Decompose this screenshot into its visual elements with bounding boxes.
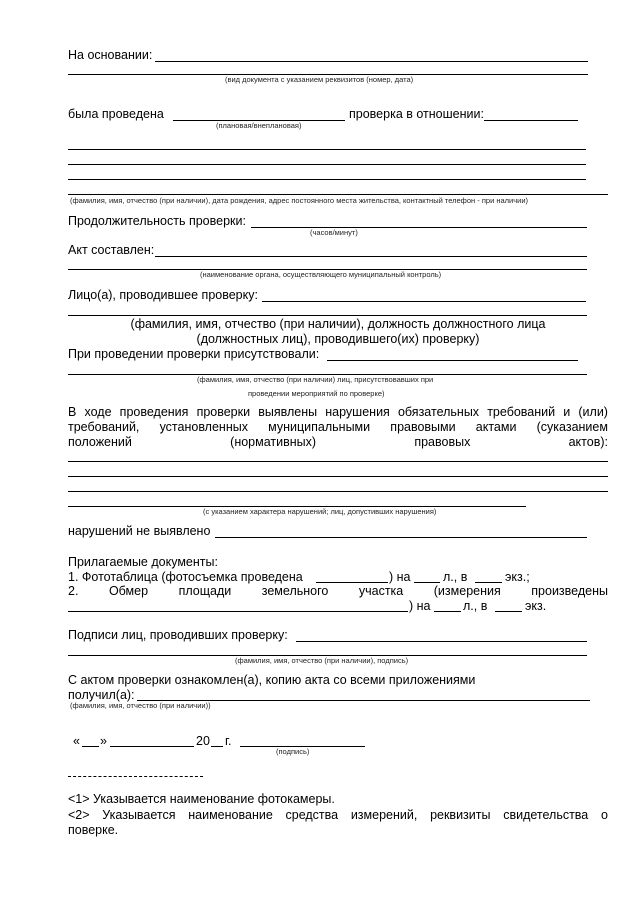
photo-date-field[interactable] <box>316 582 388 583</box>
inspector-hint-1: (фамилия, имя, отчество (при наличии), должность должностного лица <box>130 317 546 331</box>
date-year-prefix: 20 <box>196 734 210 748</box>
basis-field[interactable] <box>155 61 588 62</box>
attachment-item1-end: экз.; <box>505 570 530 584</box>
date-year-suffix: г. <box>225 734 232 748</box>
acquainted-line1: С актом проверки ознакомлен(а), копию акта со всеми приложениями <box>68 673 476 687</box>
subject-hint: (фамилия, имя, отчество (при наличии), дата рождения, адрес постоянного места жительства, контактный телефон - при наличии) <box>70 196 529 205</box>
attachment-item2-sheets-label: ) на <box>409 599 431 613</box>
attachment-item1: 1. Фототаблица (фотосъемка проведена <box>68 570 303 584</box>
signatures-field[interactable] <box>296 641 587 642</box>
sign-hint: (подпись) <box>276 747 310 756</box>
measurement-field[interactable] <box>68 611 408 612</box>
signatures-hint: (фамилия, имя, отчество (при наличии), подпись) <box>235 656 409 665</box>
attachment-item2-copies-label: л., в <box>463 599 488 613</box>
compiled-label: Акт составлен: <box>68 243 155 257</box>
date-open-quote: « <box>73 734 80 748</box>
basis-hint: (вид документа с указанием реквизитов (номер, дата) <box>225 75 414 84</box>
no-violations-label: нарушений не выявлено <box>68 524 211 538</box>
photo-sheets-field[interactable] <box>414 582 440 583</box>
conducted-type-hint: (плановая/внеплановая) <box>216 121 302 130</box>
inspector-field-line2[interactable] <box>68 315 587 316</box>
present-hint-1: (фамилия, имя, отчество (при наличии) лиц, присутствовавших при <box>197 375 434 384</box>
violations-line2: требований, установленных муниципальными правовыми актами (суказанием <box>68 420 608 434</box>
violations-field-line3[interactable] <box>68 491 608 492</box>
date-year-field[interactable] <box>211 746 223 747</box>
subject-field-line2[interactable] <box>68 164 586 165</box>
duration-field[interactable] <box>251 227 587 228</box>
subject-field-line1[interactable] <box>68 149 586 150</box>
acquainted-hint: (фамилия, имя, отчество (при наличии)) <box>70 701 211 710</box>
compiled-hint: (наименование органа, осуществляющего муниципальный контроль) <box>200 270 442 279</box>
violations-line1: В ходе проведения проверки выявлены нарушения обязательных требований и (или) <box>68 405 608 419</box>
violations-field-line2[interactable] <box>68 476 608 477</box>
measurement-sheets-field[interactable] <box>434 611 461 612</box>
footnote-1: <1> Указывается наименование фотокамеры. <box>68 792 335 806</box>
present-label: При проведении проверки присутствовали: <box>68 347 320 361</box>
attachment-item1-sheets-label: ) на <box>389 570 411 584</box>
inspector-field[interactable] <box>262 301 586 302</box>
date-close-quote: » <box>100 734 107 748</box>
violations-line3: положений (нормативных) правовых актов): <box>68 435 608 449</box>
conducted-target-field[interactable] <box>484 120 578 121</box>
photo-copies-field[interactable] <box>475 582 502 583</box>
footnote-2-line2: поверке. <box>68 823 119 837</box>
measurement-copies-field[interactable] <box>495 611 522 612</box>
present-hint-2: проведении мероприятий по проверке) <box>248 389 385 398</box>
attachment-item2-end: экз. <box>525 599 547 613</box>
subject-field-line4[interactable] <box>68 194 608 195</box>
conducted-label: была проведена <box>68 107 164 121</box>
date-month-field[interactable] <box>110 746 194 747</box>
signatures-label: Подписи лиц, проводивших проверку: <box>68 628 288 642</box>
no-violations-field[interactable] <box>215 537 587 538</box>
attachment-item1-copies-label: л., в <box>443 570 468 584</box>
duration-label: Продолжительность проверки: <box>68 214 246 228</box>
footnote-separator <box>68 776 203 777</box>
present-field[interactable] <box>327 360 578 361</box>
basis-label: На основании: <box>68 48 153 62</box>
date-day-field[interactable] <box>82 746 99 747</box>
attachment-item2: 2. Обмер площади земельного участка (измерения произведены <box>68 584 608 598</box>
footnote-2: <2> Указывается наименование средства измерений, реквизиты свидетельства о <box>68 808 608 822</box>
compiled-field[interactable] <box>155 256 587 257</box>
violations-field-line1[interactable] <box>68 461 608 462</box>
inspector-hint-2: (должностных лиц), проводившего(их) проверку) <box>196 332 480 346</box>
violations-hint: (с указанием характера нарушений; лиц, допустивших нарушения) <box>203 507 437 516</box>
attachments-title: Прилагаемые документы: <box>68 555 218 569</box>
duration-hint: (часов/минут) <box>310 228 358 237</box>
acquainted-line2: получил(а): <box>68 688 135 702</box>
conducted-target-label: проверка в отношении: <box>349 107 484 121</box>
inspector-label: Лицо(а), проводившее проверку: <box>68 288 258 302</box>
subject-field-line3[interactable] <box>68 179 586 180</box>
